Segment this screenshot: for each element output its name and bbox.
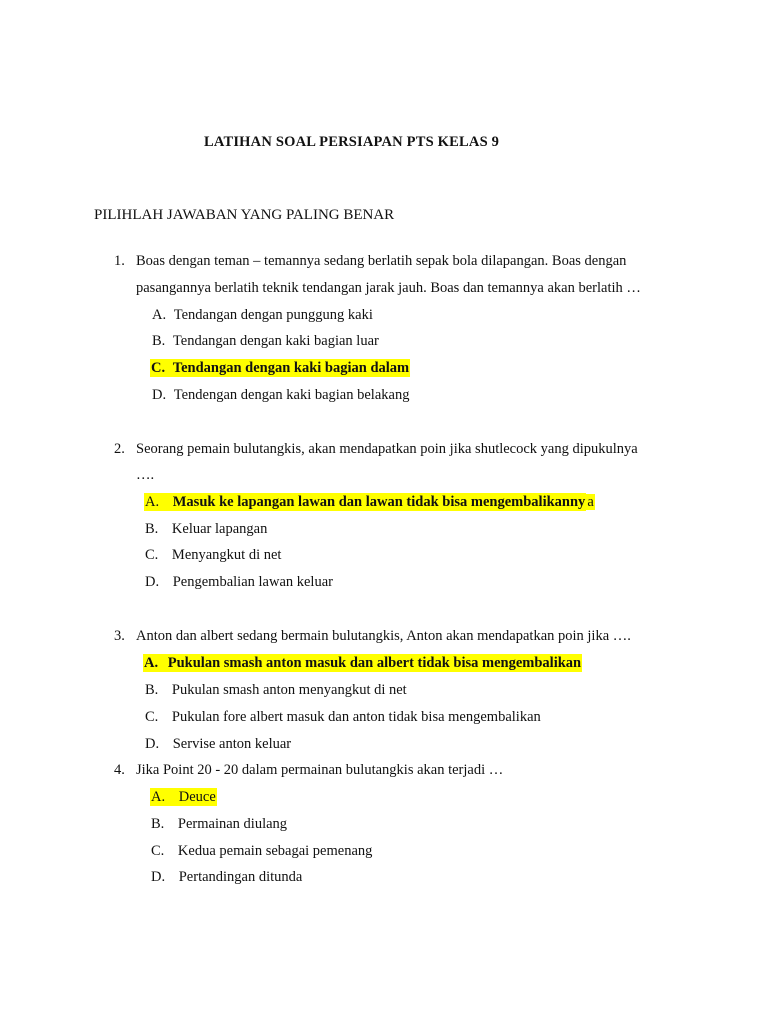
question-text-line: pasangannya berlatih teknik tendangan jarak jauh. Boas dan temannya akan berlatih …: [136, 280, 641, 296]
question-number: 1.: [114, 253, 125, 269]
option-text: Tendengan dengan kaki bagian belakang: [173, 387, 410, 403]
option-d: [145, 573, 333, 591]
option-text: Pertandingan ditunda: [178, 869, 303, 885]
option-letter: A.: [144, 655, 159, 671]
option-c: [145, 546, 281, 564]
option-text: Pukulan smash anton menyangkut di net: [171, 682, 407, 698]
option-b: [145, 681, 407, 699]
option-d: [152, 386, 409, 404]
option-d: [151, 868, 302, 886]
option-text: Masuk ke lapangan lawan dan lawan tidak bisa mengembalikanny: [172, 494, 586, 510]
option-d: [145, 735, 291, 753]
option-letter: D.: [151, 869, 166, 885]
option-text: Deuce: [178, 789, 216, 805]
question-text-line: Jika Point 20 - 20 dalam permainan bulutangkis akan terjadi …: [136, 762, 504, 778]
option-text: Pukulan smash anton masuk dan albert tidak bisa mengembalikan: [167, 655, 582, 671]
question-text-line: Anton dan albert sedang bermain bulutangkis, Anton akan mendapatkan poin jika ….: [136, 628, 631, 644]
option-text-tail: a: [587, 494, 594, 510]
question-number: 4.: [114, 762, 125, 778]
option-text: Tendangan dengan kaki bagian dalam: [172, 360, 410, 376]
option-a: [152, 306, 373, 324]
question-number: 3.: [114, 628, 125, 644]
option-letter: C.: [145, 709, 159, 725]
option-letter: C.: [151, 360, 166, 376]
option-letter: A.: [151, 789, 166, 805]
instruction-text: PILIHLAH JAWABAN YANG PALING BENAR: [94, 207, 395, 223]
option-text: Kedua pemain sebagai pemenang: [177, 843, 373, 859]
option-text: Menyangkut di net: [171, 547, 282, 563]
option-text: Permainan diulang: [177, 816, 288, 832]
option-text: Tendangan dengan kaki bagian luar: [172, 333, 379, 349]
option-b: [145, 520, 267, 538]
option-a-correct: [143, 654, 582, 672]
question-text-line: ….: [136, 467, 155, 483]
option-letter: D.: [152, 387, 167, 403]
option-letter: B.: [151, 816, 165, 832]
option-letter: B.: [145, 682, 159, 698]
document-title: LATIHAN SOAL PERSIAPAN PTS KELAS 9: [204, 134, 500, 150]
option-c: [145, 708, 541, 726]
option-a-correct: [150, 788, 217, 806]
option-letter: D.: [145, 736, 160, 752]
option-text: Pengembalian lawan keluar: [172, 574, 333, 590]
option-text: Pukulan fore albert masuk dan anton tidak bisa mengembalikan: [171, 709, 541, 725]
option-a-correct: [144, 493, 595, 511]
option-c: [151, 842, 372, 860]
option-letter: B.: [152, 333, 166, 349]
option-letter: B.: [145, 521, 159, 537]
option-c-correct: [150, 359, 410, 377]
option-b: [152, 332, 379, 350]
option-letter: C.: [145, 547, 159, 563]
option-letter: A.: [145, 494, 160, 510]
question-text-line: Boas dengan teman – temannya sedang berlatih sepak bola dilapangan. Boas dengan: [136, 253, 627, 269]
option-text: Tendangan dengan punggung kaki: [173, 307, 373, 323]
option-text: Keluar lapangan: [171, 521, 268, 537]
option-letter: D.: [145, 574, 160, 590]
question-text-line: Seorang pemain bulutangkis, akan mendapatkan poin jika shutlecock yang dipukulnya: [136, 441, 638, 457]
question-number: 2.: [114, 441, 125, 457]
option-letter: A.: [152, 307, 167, 323]
option-b: [151, 815, 287, 833]
option-text: Servise anton keluar: [172, 736, 292, 752]
option-letter: C.: [151, 843, 165, 859]
